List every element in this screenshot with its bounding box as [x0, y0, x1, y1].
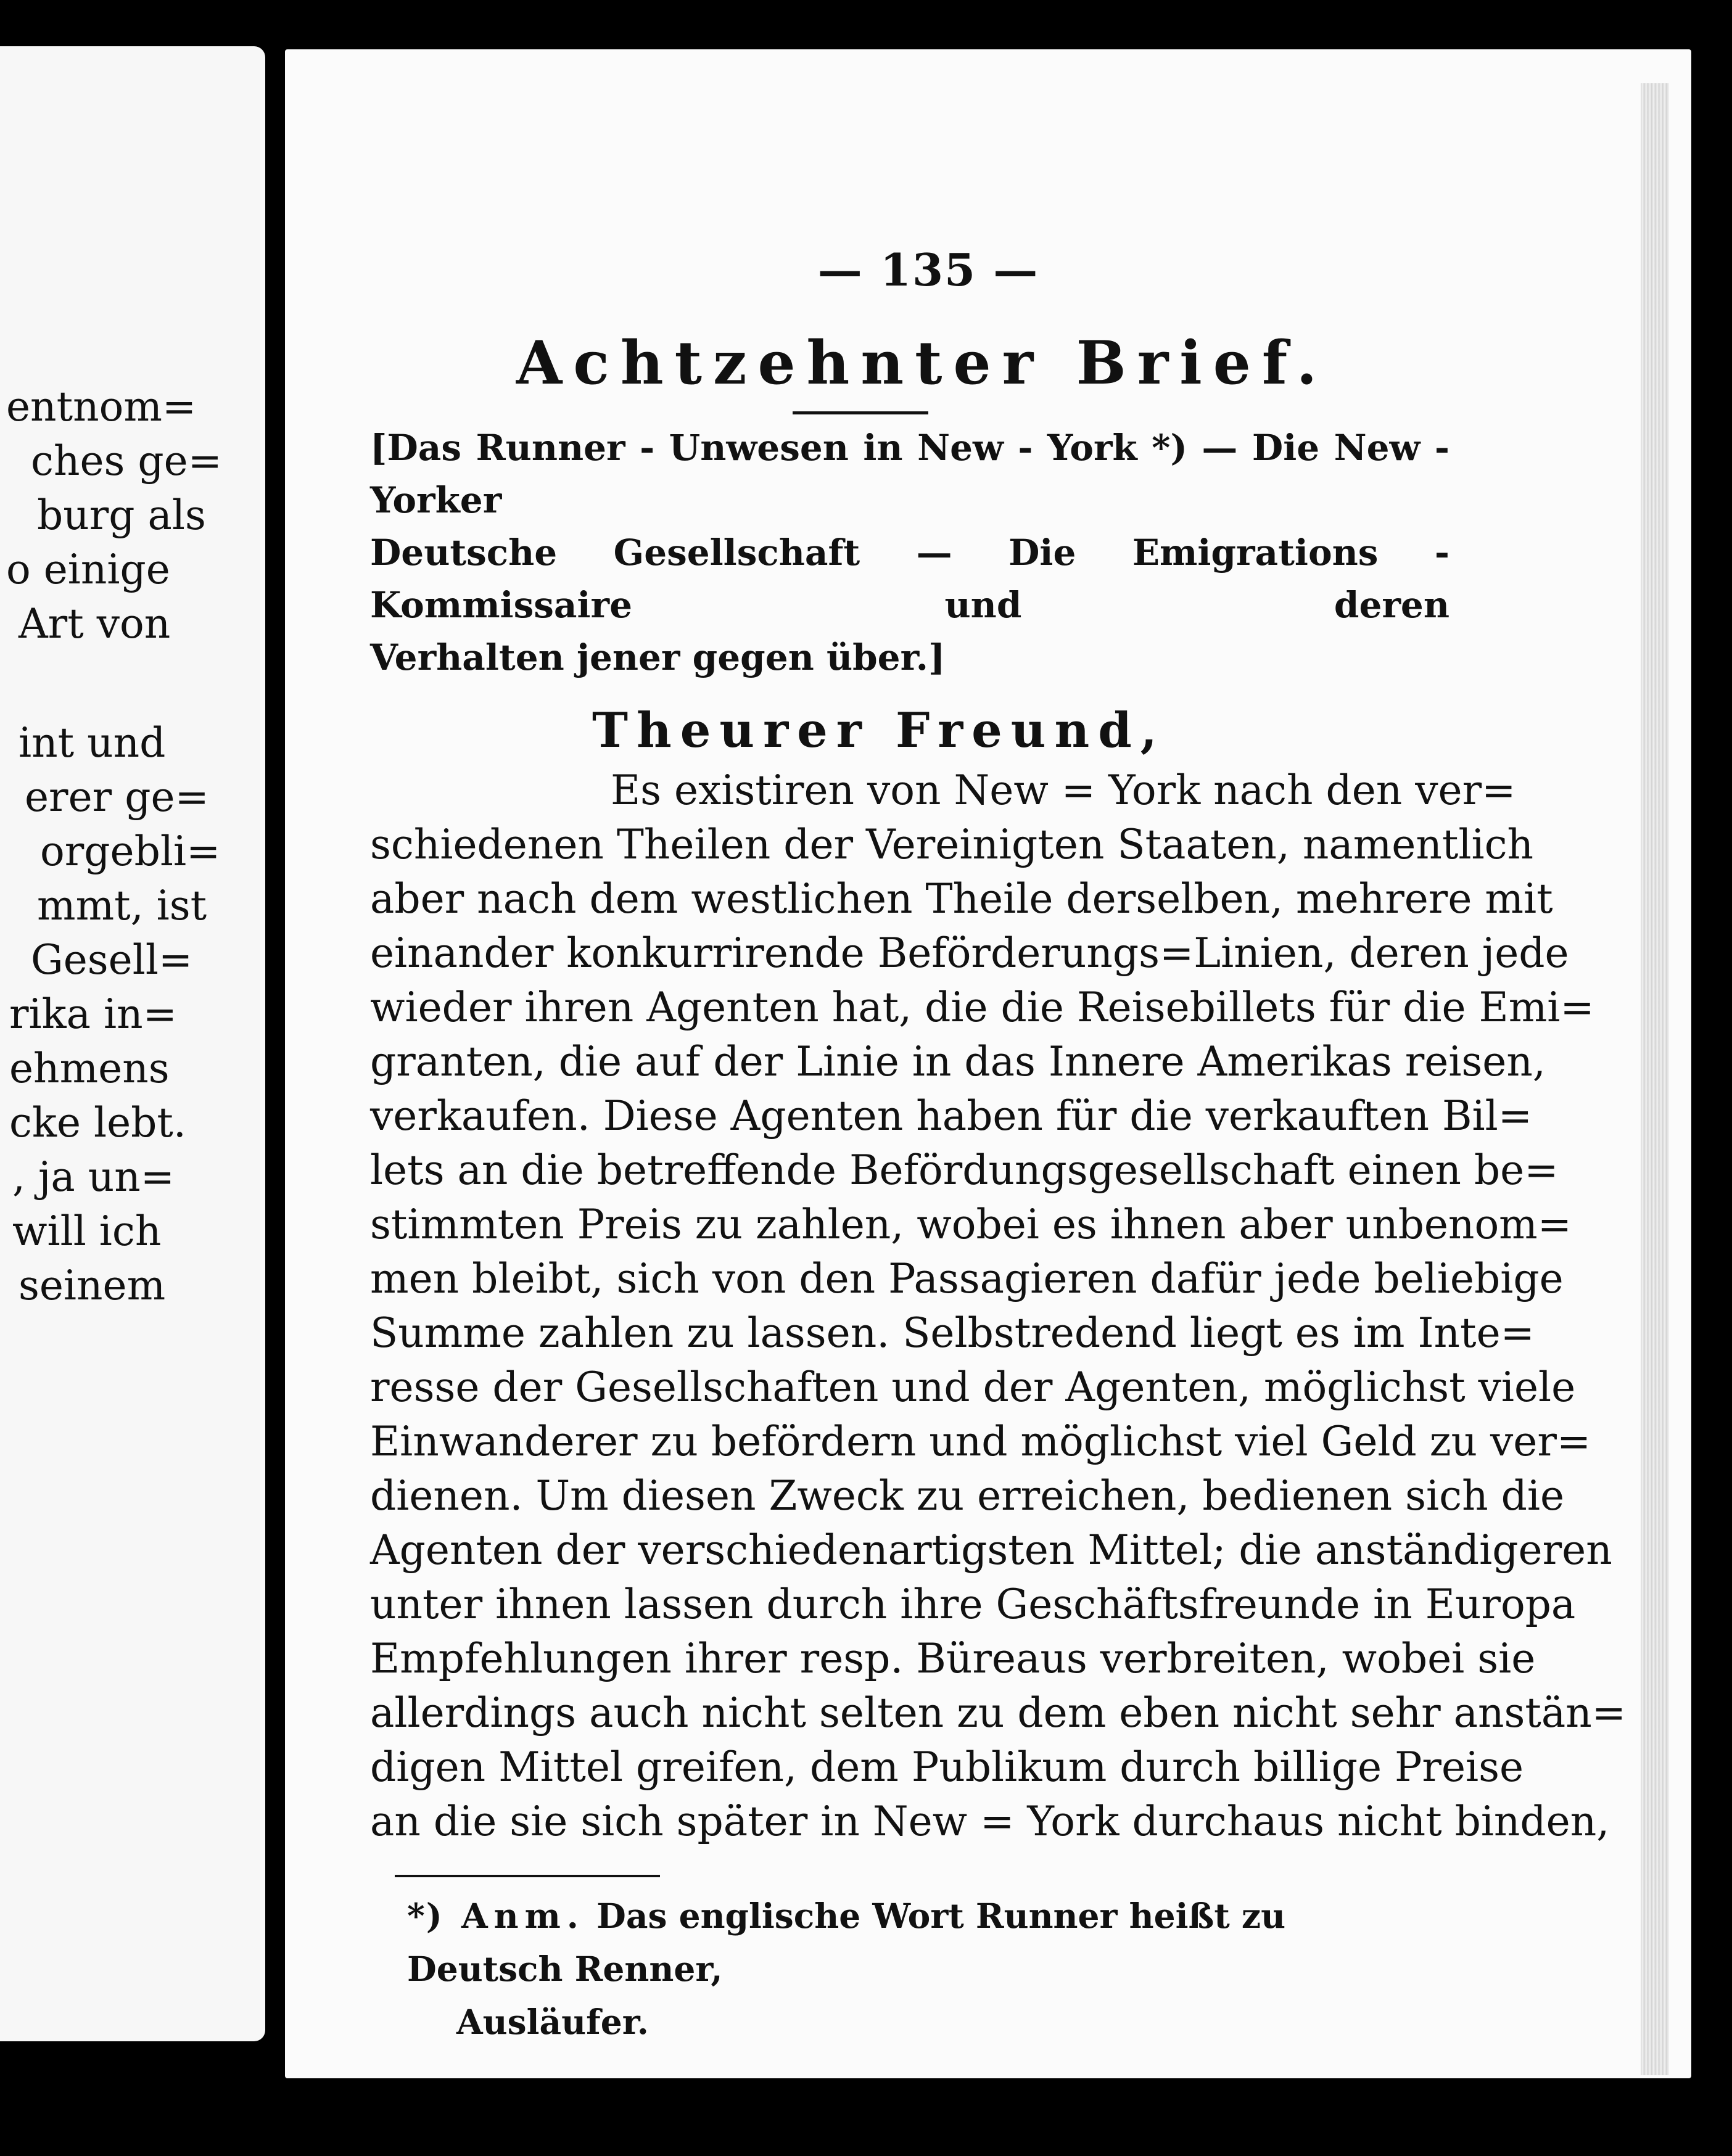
left-page-line: orgebli=: [40, 828, 221, 875]
left-page-line: seinem: [19, 1262, 166, 1309]
body-line: lets an die betreffende Befördungsgesellschaft einen be=: [370, 1146, 1559, 1194]
summary-line: Verhalten jener gegen über.]: [370, 636, 946, 678]
body-line: wieder ihren Agenten hat, die die Reisebillets für die Emi=: [370, 984, 1594, 1031]
footnote-line: [370, 1890, 1450, 1996]
letter-body: [370, 763, 1627, 1849]
footnote-abbreviation: Anm.: [461, 1896, 585, 1936]
footnote-marker: *): [407, 1896, 443, 1936]
title-rule: [793, 411, 928, 414]
body-line: einander konkurrirende Beförderungs=Linien, deren jede: [370, 929, 1569, 977]
left-page-line: cke lebt.: [9, 1099, 186, 1146]
left-page-line: ehmens: [9, 1045, 170, 1092]
left-page-line: burg als: [37, 492, 206, 539]
footnote: [370, 1890, 1450, 2049]
body-line: aber nach dem westlichen Theile derselben, mehrere mit: [370, 875, 1553, 923]
body-line: Einwanderer zu befördern und möglichst viel Geld zu ver=: [370, 1418, 1591, 1465]
body-line: schiedenen Theilen der Vereinigten Staaten, namentlich: [370, 821, 1534, 868]
left-page-line: erer ge=: [25, 773, 209, 821]
body-line: men bleibt, sich von den Passagieren dafür jede beliebige: [370, 1255, 1564, 1302]
left-page: [0, 46, 265, 2041]
summary-line: [Das Runner - Unwesen in New - York *) — Die New - Yorker: [370, 427, 1450, 521]
body-line: resse der Gesellschaften und der Agenten, möglichst viele: [370, 1364, 1576, 1411]
left-page-line: entnom=: [6, 383, 197, 430]
chapter-title: Achtzehnter Brief.: [516, 328, 1329, 398]
body-line: Es existiren von New = York nach den ver=: [611, 767, 1516, 814]
footnote-rule: [395, 1875, 660, 1877]
body-line: Empfehlungen ihrer resp. Büreaus verbreiten, wobei sie: [370, 1635, 1536, 1682]
body-line: digen Mittel greifen, dem Publikum durch billige Preise: [370, 1743, 1524, 1791]
page-content: [370, 244, 1627, 2049]
body-line: verkaufen. Diese Agenten haben für die verkauften Bil=: [370, 1092, 1532, 1140]
body-line: Agenten der verschiedenartigsten Mittel; die anständigeren: [370, 1526, 1612, 1574]
page-edge-stack: [1641, 83, 1669, 2075]
footnote-text: Das englische Wort Runner heißt zu Deutsch Renner,: [407, 1896, 1286, 1989]
left-page-line: , ja un=: [12, 1153, 175, 1201]
summary-line: Deutsche Gesellschaft — Die Emigrations - Kommissaire und deren: [370, 532, 1450, 626]
page-number: — 135 —: [817, 244, 1039, 296]
body-line: stimmten Preis zu zahlen, wobei es ihnen aber unbenom=: [370, 1201, 1572, 1248]
body-line: granten, die auf der Linie in das Innere Amerikas reisen,: [370, 1038, 1546, 1085]
left-page-line: will ich: [12, 1208, 162, 1255]
left-page-line: o einige: [6, 546, 170, 593]
body-line: unter ihnen lassen durch ihre Geschäftsfreunde in Europa: [370, 1581, 1576, 1628]
salutation: Theurer Freund,: [592, 702, 1166, 759]
body-line: dienen. Um diesen Zweck zu erreichen, bedienen sich die: [370, 1472, 1565, 1520]
body-line: an die sie sich später in New = York durchaus nicht binden,: [370, 1798, 1610, 1845]
body-line: allerdings auch nicht selten zu dem eben nicht sehr anstän=: [370, 1689, 1627, 1737]
left-page-line: Art von: [19, 600, 171, 648]
left-page-line: Gesell=: [31, 936, 193, 984]
left-page-line: rika in=: [9, 990, 177, 1038]
footnote-line: Ausläufer.: [456, 2002, 649, 2042]
left-page-line: mmt, ist: [37, 882, 207, 929]
left-page-line: int und: [19, 719, 166, 767]
chapter-summary: [370, 422, 1450, 684]
body-line: Summe zahlen zu lassen. Selbstredend liegt es im Inte=: [370, 1309, 1535, 1357]
left-page-line: ches ge=: [31, 437, 222, 485]
